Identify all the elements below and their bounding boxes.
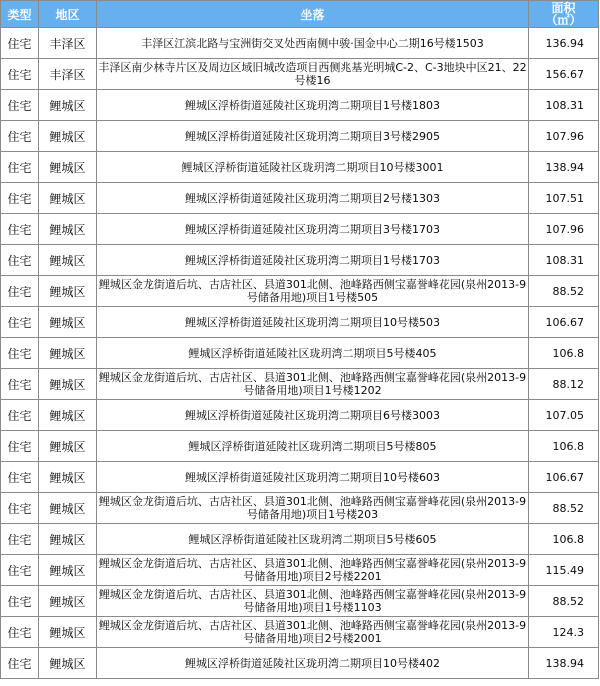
table-header-row bbox=[1, 1, 599, 28]
table-row bbox=[1, 400, 599, 431]
table-row bbox=[1, 431, 599, 462]
cell-type: 住宅 bbox=[1, 121, 39, 152]
table-row bbox=[1, 183, 599, 214]
cell-location: 鲤城区金龙街道后坑、古店社区、县道301北侧、池峰路西侧宝嘉誉峰花园(泉州2013-9号储备用地)项目2号楼2201 bbox=[97, 555, 529, 586]
cell-location: 鲤城区浮桥街道延陵社区珑玥湾二期项目6号楼3003 bbox=[97, 400, 529, 431]
cell-location: 鲤城区浮桥街道延陵社区珑玥湾二期项目3号楼2905 bbox=[97, 121, 529, 152]
cell-district: 鲤城区 bbox=[39, 369, 97, 400]
cell-area: 88.52 bbox=[529, 493, 599, 524]
cell-type: 住宅 bbox=[1, 431, 39, 462]
cell-type: 住宅 bbox=[1, 245, 39, 276]
header-area bbox=[529, 1, 599, 28]
cell-area: 138.94 bbox=[529, 152, 599, 183]
table-row bbox=[1, 617, 599, 648]
cell-location: 鲤城区浮桥街道延陵社区珑玥湾二期项目10号楼402 bbox=[97, 648, 529, 679]
cell-area: 124.3 bbox=[529, 617, 599, 648]
cell-location: 鲤城区浮桥街道延陵社区珑玥湾二期项目10号楼503 bbox=[97, 307, 529, 338]
cell-district: 丰泽区 bbox=[39, 59, 97, 90]
cell-type: 住宅 bbox=[1, 28, 39, 59]
cell-type: 住宅 bbox=[1, 462, 39, 493]
cell-area: 106.8 bbox=[529, 431, 599, 462]
table-row bbox=[1, 121, 599, 152]
cell-location: 鲤城区金龙街道后坑、古店社区、县道301北侧、池峰路西侧宝嘉誉峰花园(泉州2013-9号储备用地)项目1号楼505 bbox=[97, 276, 529, 307]
cell-area: 88.52 bbox=[529, 586, 599, 617]
cell-district: 鲤城区 bbox=[39, 462, 97, 493]
cell-location: 鲤城区浮桥街道延陵社区珑玥湾二期项目5号楼405 bbox=[97, 338, 529, 369]
table-row bbox=[1, 648, 599, 679]
table-row bbox=[1, 462, 599, 493]
cell-area: 106.8 bbox=[529, 524, 599, 555]
cell-area: 88.52 bbox=[529, 276, 599, 307]
cell-district: 鲤城区 bbox=[39, 586, 97, 617]
cell-district: 鲤城区 bbox=[39, 524, 97, 555]
cell-location: 鲤城区浮桥街道延陵社区珑玥湾二期项目5号楼605 bbox=[97, 524, 529, 555]
cell-district: 鲤城区 bbox=[39, 400, 97, 431]
table-row bbox=[1, 59, 599, 90]
cell-district: 鲤城区 bbox=[39, 121, 97, 152]
cell-location: 鲤城区浮桥街道延陵社区珑玥湾二期项目1号楼1803 bbox=[97, 90, 529, 121]
cell-type: 住宅 bbox=[1, 617, 39, 648]
table-row bbox=[1, 214, 599, 245]
cell-type: 住宅 bbox=[1, 524, 39, 555]
header-area-label: 面积 bbox=[551, 1, 576, 15]
cell-type: 住宅 bbox=[1, 648, 39, 679]
cell-type: 住宅 bbox=[1, 90, 39, 121]
cell-district: 鲤城区 bbox=[39, 648, 97, 679]
cell-area: 108.31 bbox=[529, 90, 599, 121]
cell-location: 丰泽区南少林寺片区及周边区域旧城改造项目西侧兆基光明城C-2、C-3地块中区21、22号楼16 bbox=[97, 59, 529, 90]
cell-area: 115.49 bbox=[529, 555, 599, 586]
cell-district: 鲤城区 bbox=[39, 431, 97, 462]
cell-district: 鲤城区 bbox=[39, 493, 97, 524]
cell-location: 鲤城区金龙街道后坑、古店社区、县道301北侧、池峰路西侧宝嘉誉峰花园(泉州2013-9号储备用地)项目1号楼1103 bbox=[97, 586, 529, 617]
cell-type: 住宅 bbox=[1, 555, 39, 586]
cell-district: 鲤城区 bbox=[39, 276, 97, 307]
table-row bbox=[1, 90, 599, 121]
cell-area: 107.05 bbox=[529, 400, 599, 431]
cell-location: 鲤城区浮桥街道延陵社区珑玥湾二期项目10号楼3001 bbox=[97, 152, 529, 183]
cell-type: 住宅 bbox=[1, 586, 39, 617]
cell-type: 住宅 bbox=[1, 214, 39, 245]
cell-district: 鲤城区 bbox=[39, 555, 97, 586]
table-row bbox=[1, 586, 599, 617]
table-row bbox=[1, 152, 599, 183]
cell-type: 住宅 bbox=[1, 338, 39, 369]
cell-area: 136.94 bbox=[529, 28, 599, 59]
table-row bbox=[1, 28, 599, 59]
cell-type: 住宅 bbox=[1, 400, 39, 431]
cell-district: 鲤城区 bbox=[39, 214, 97, 245]
cell-location: 鲤城区金龙街道后坑、古店社区、县道301北侧、池峰路西侧宝嘉誉峰花园(泉州2013-9号储备用地)项目2号楼2001 bbox=[97, 617, 529, 648]
cell-location: 鲤城区浮桥街道延陵社区珑玥湾二期项目2号楼1303 bbox=[97, 183, 529, 214]
cell-district: 鲤城区 bbox=[39, 338, 97, 369]
header-area-unit: （㎡） bbox=[545, 13, 582, 27]
cell-type: 住宅 bbox=[1, 493, 39, 524]
table-row bbox=[1, 493, 599, 524]
cell-type: 住宅 bbox=[1, 152, 39, 183]
cell-district: 丰泽区 bbox=[39, 28, 97, 59]
cell-district: 鲤城区 bbox=[39, 90, 97, 121]
cell-area: 138.94 bbox=[529, 648, 599, 679]
table-row bbox=[1, 369, 599, 400]
cell-area: 107.96 bbox=[529, 214, 599, 245]
header-type: 类型 bbox=[1, 1, 39, 28]
cell-area: 107.51 bbox=[529, 183, 599, 214]
table-row bbox=[1, 338, 599, 369]
cell-location: 鲤城区金龙街道后坑、古店社区、县道301北侧、池峰路西侧宝嘉誉峰花园(泉州2013-9号储备用地)项目1号楼203 bbox=[97, 493, 529, 524]
cell-area: 88.12 bbox=[529, 369, 599, 400]
cell-district: 鲤城区 bbox=[39, 152, 97, 183]
cell-area: 106.67 bbox=[529, 307, 599, 338]
table-body bbox=[1, 28, 599, 679]
cell-type: 住宅 bbox=[1, 276, 39, 307]
cell-location: 鲤城区浮桥街道延陵社区珑玥湾二期项目3号楼1703 bbox=[97, 214, 529, 245]
cell-type: 住宅 bbox=[1, 59, 39, 90]
cell-area: 156.67 bbox=[529, 59, 599, 90]
header-location: 坐落 bbox=[97, 1, 529, 28]
cell-district: 鲤城区 bbox=[39, 617, 97, 648]
table-row bbox=[1, 307, 599, 338]
cell-area: 106.67 bbox=[529, 462, 599, 493]
table-row bbox=[1, 245, 599, 276]
table-row bbox=[1, 276, 599, 307]
cell-area: 107.96 bbox=[529, 121, 599, 152]
cell-type: 住宅 bbox=[1, 307, 39, 338]
cell-type: 住宅 bbox=[1, 369, 39, 400]
cell-area: 108.31 bbox=[529, 245, 599, 276]
cell-type: 住宅 bbox=[1, 183, 39, 214]
table-row bbox=[1, 524, 599, 555]
cell-area: 106.8 bbox=[529, 338, 599, 369]
cell-district: 鲤城区 bbox=[39, 307, 97, 338]
cell-location: 鲤城区浮桥街道延陵社区珑玥湾二期项目5号楼805 bbox=[97, 431, 529, 462]
header-district: 地区 bbox=[39, 1, 97, 28]
table-row bbox=[1, 555, 599, 586]
cell-location: 鲤城区金龙街道后坑、古店社区、县道301北侧、池峰路西侧宝嘉誉峰花园(泉州2013-9号储备用地)项目1号楼1202 bbox=[97, 369, 529, 400]
cell-location: 丰泽区江滨北路与宝洲街交叉处西南侧中骏·国金中心二期16号楼1503 bbox=[97, 28, 529, 59]
cell-district: 鲤城区 bbox=[39, 183, 97, 214]
cell-location: 鲤城区浮桥街道延陵社区珑玥湾二期项目1号楼1703 bbox=[97, 245, 529, 276]
cell-district: 鲤城区 bbox=[39, 245, 97, 276]
cell-location: 鲤城区浮桥街道延陵社区珑玥湾二期项目10号楼603 bbox=[97, 462, 529, 493]
